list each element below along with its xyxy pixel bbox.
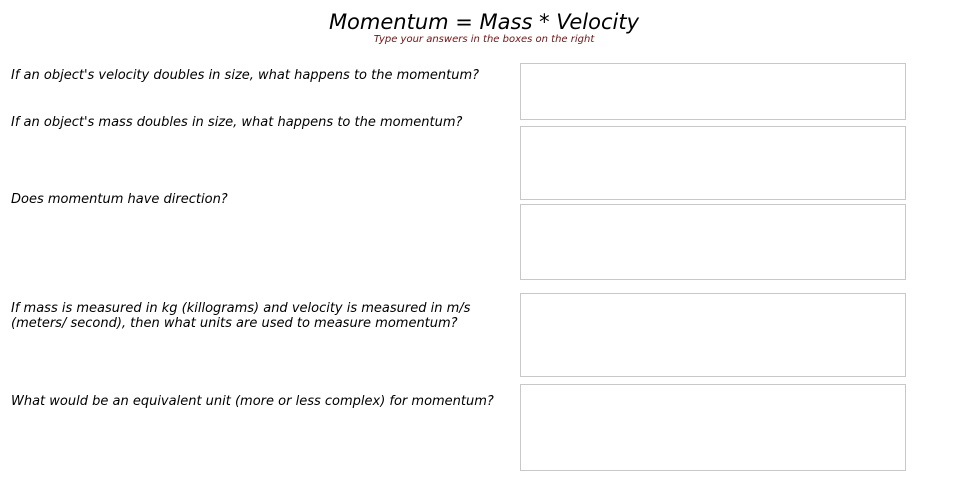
answer-box-2[interactable] — [520, 126, 906, 200]
question-2-label: If an object's mass doubles in size, what happens to the momentum? — [11, 115, 463, 130]
page-title: Momentum = Mass * Velocity — [328, 10, 640, 34]
question-4-label — [11, 301, 470, 331]
answer-box-5[interactable] — [520, 384, 906, 471]
question-4-line-2: (meters/ second), then what units are used to measure momentum? — [11, 316, 458, 331]
question-4-line-1: If mass is measured in kg (killograms) and velocity is measured in m/s — [11, 301, 471, 316]
question-3-label: Does momentum have direction? — [11, 192, 228, 207]
answer-box-4[interactable] — [520, 293, 906, 377]
answer-box-1[interactable] — [520, 63, 906, 120]
question-5-label: What would be an equivalent unit (more or less complex) for momentum? — [11, 394, 494, 409]
answer-box-3[interactable] — [520, 204, 906, 280]
question-1-label: If an object's velocity doubles in size, what happens to the momentum? — [11, 68, 480, 83]
instructions-subtitle: Type your answers in the boxes on the right — [373, 34, 595, 45]
